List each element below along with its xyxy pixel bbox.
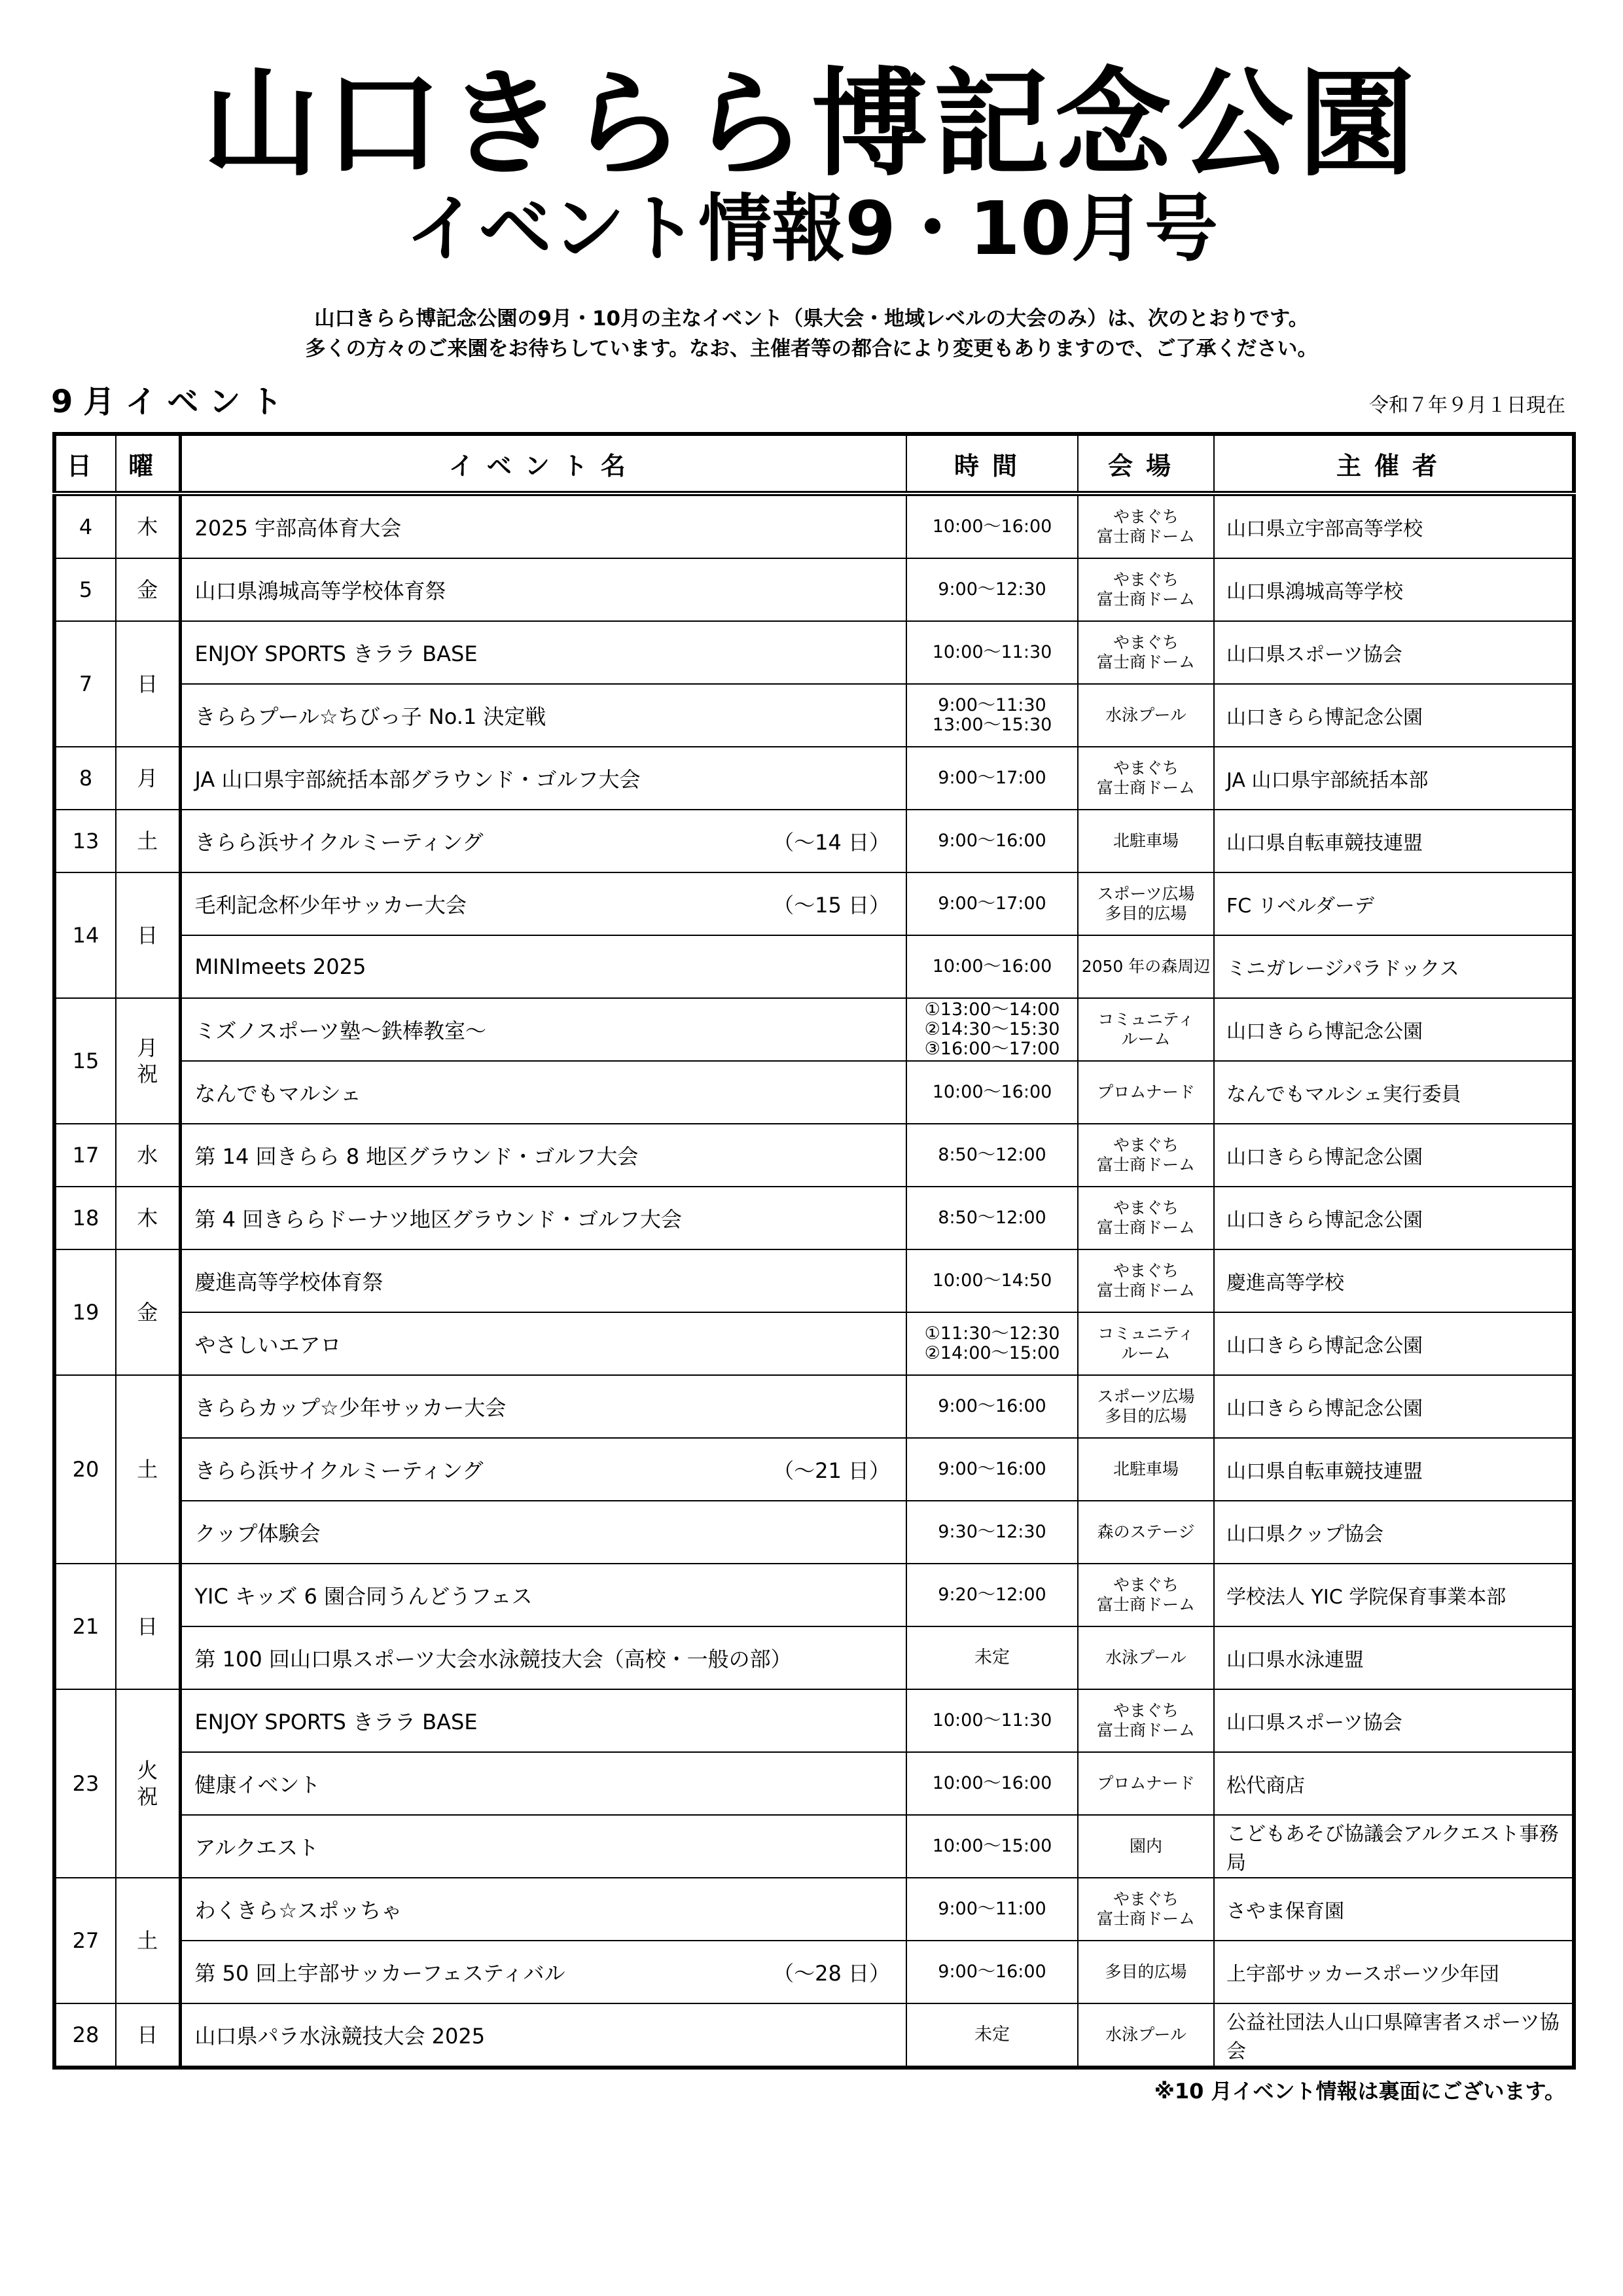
day-cell: 17 [54, 1124, 116, 1187]
time-line: ①13:00～14:00 [924, 999, 1060, 1020]
time-cell [906, 872, 1078, 935]
venue-line: 富士商ドーム [1096, 1595, 1195, 1614]
section-title: 9月イベント [51, 384, 293, 420]
day-cell: 4 [54, 493, 116, 558]
event-table-body [54, 493, 1574, 2068]
header-venue: 会場 [1078, 434, 1214, 493]
time-cell [906, 1815, 1078, 1878]
venue-cell [1078, 621, 1214, 684]
venue-line: 富士商ドーム [1096, 778, 1195, 797]
time-cell [906, 1249, 1078, 1312]
venue-cell [1078, 747, 1214, 810]
time-cell [906, 1564, 1078, 1626]
venue-cell [1078, 1124, 1214, 1187]
table-row [54, 1689, 1574, 1752]
event-name-cell [180, 2003, 906, 2068]
venue-line: 多目的広場 [1105, 1962, 1187, 1981]
event-name-cell [180, 558, 906, 621]
table-row [54, 1815, 1574, 1878]
event-name: YIC キッズ 6 園合同うんどうフェス [194, 1584, 533, 1609]
venue-cell [1078, 935, 1214, 998]
event-name-cell [180, 1815, 906, 1878]
weekday-cell [116, 493, 180, 558]
time-line: 13:00～15:30 [932, 715, 1052, 735]
venue-line: 多目的広場 [1105, 1407, 1187, 1426]
day-cell: 27 [54, 1878, 116, 2003]
event-name: 第 100 回山口県スポーツ大会水泳競技大会（高校・一般の部） [194, 1647, 792, 1672]
weekday-label: 日 [137, 1614, 158, 1639]
time-line: 8:50～12:00 [938, 1208, 1046, 1228]
day-cell: 7 [54, 621, 116, 747]
table-row [54, 493, 1574, 558]
table-row [54, 810, 1574, 872]
weekday-cell [116, 1564, 180, 1689]
table-row [54, 747, 1574, 810]
time-line: 9:00～16:00 [938, 1396, 1046, 1416]
event-name: きらら浜サイクルミーティング [194, 1458, 484, 1483]
table-row [54, 1187, 1574, 1249]
organizer-cell: JA 山口県宇部統括本部 [1214, 747, 1574, 810]
event-name: ENJOY SPORTS きララ BASE [194, 641, 478, 666]
day-cell: 8 [54, 747, 116, 810]
organizer-cell: こどもあそび協議会アルクエスト事務局 [1214, 1815, 1574, 1878]
weekday-label: 日 [137, 2022, 158, 2047]
table-row [54, 1061, 1574, 1124]
organizer-cell: 山口県鴻城高等学校 [1214, 558, 1574, 621]
event-name: クップ体験会 [194, 1521, 321, 1546]
day-cell: 20 [54, 1375, 116, 1564]
event-name-cell [180, 747, 906, 810]
event-name: MINImeets 2025 [194, 954, 366, 979]
weekday-label: 木 [137, 1206, 158, 1230]
venue-cell [1078, 1312, 1214, 1375]
venue-line: 水泳プール [1105, 706, 1186, 725]
event-name: きらら浜サイクルミーティング [194, 830, 484, 855]
venue-cell [1078, 1249, 1214, 1312]
time-line: 10:00～11:30 [932, 1710, 1052, 1731]
event-name-cell [180, 1375, 906, 1438]
event-name-cell [180, 621, 906, 684]
table-row [54, 1626, 1574, 1689]
time-cell [906, 1061, 1078, 1124]
venue-cell [1078, 1626, 1214, 1689]
venue-line: やまぐち [1113, 1701, 1179, 1720]
organizer-cell: FC リベルダーデ [1214, 872, 1574, 935]
weekday-label: 水 [137, 1143, 158, 1168]
time-cell [906, 493, 1078, 558]
organizer-cell: 山口きらら博記念公園 [1214, 1124, 1574, 1187]
event-name: 2025 宇部高体育大会 [194, 516, 402, 541]
venue-line: 富士商ドーム [1096, 1155, 1195, 1174]
organizer-cell: 山口県自転車競技連盟 [1214, 1438, 1574, 1501]
organizer-cell: 山口県スポーツ協会 [1214, 621, 1574, 684]
venue-line: スポーツ広場 [1097, 1387, 1195, 1406]
event-name-cell [180, 810, 906, 872]
organizer-cell: 山口県立宇部高等学校 [1214, 493, 1574, 558]
time-line: 10:00～11:30 [932, 642, 1052, 662]
venue-line: やまぐち [1113, 1575, 1179, 1594]
weekday-label: 祝 [137, 1062, 158, 1086]
venue-line: 富士商ドーム [1096, 1721, 1195, 1740]
weekday-cell [116, 1249, 180, 1375]
weekday-label: 木 [137, 514, 158, 539]
venue-line: 水泳プール [1105, 2025, 1186, 2044]
venue-line: 北駐車場 [1113, 1460, 1179, 1479]
organizer-cell: 山口きらら博記念公園 [1214, 1375, 1574, 1438]
venue-cell [1078, 1061, 1214, 1124]
footnote: ※10 月イベント情報は裏面にございます。 [1154, 2079, 1565, 2104]
organizer-cell: 学校法人 YIC 学院保育事業本部 [1214, 1564, 1574, 1626]
time-cell [906, 1941, 1078, 2003]
event-name-cell [180, 935, 906, 998]
time-line: 9:00～11:00 [938, 1899, 1046, 1919]
venue-cell [1078, 1501, 1214, 1564]
day-cell: 14 [54, 872, 116, 998]
table-row [54, 1752, 1574, 1815]
venue-cell [1078, 2003, 1214, 2068]
weekday-label: 日 [137, 672, 158, 696]
time-cell [906, 935, 1078, 998]
time-line: 9:00～17:00 [938, 893, 1046, 914]
event-date-range: （～15 日） [773, 893, 890, 918]
header-day: 日 [54, 434, 116, 493]
venue-cell [1078, 558, 1214, 621]
venue-line: 森のステージ [1097, 1522, 1195, 1541]
event-table [52, 432, 1576, 2070]
organizer-cell: 山口きらら博記念公園 [1214, 1312, 1574, 1375]
weekday-cell [116, 621, 180, 747]
weekday-cell [116, 1187, 180, 1249]
organizer-cell: さやま保育園 [1214, 1878, 1574, 1941]
table-row [54, 1249, 1574, 1312]
time-line: 未定 [974, 1647, 1010, 1668]
event-date-range: （～21 日） [773, 1458, 890, 1483]
event-name-cell [180, 1626, 906, 1689]
venue-line: コミュニティ [1097, 1324, 1194, 1343]
event-name: アルクエスト [194, 1835, 319, 1860]
time-line: 10:00～16:00 [932, 516, 1052, 537]
table-row [54, 1564, 1574, 1626]
event-name-cell [180, 1187, 906, 1249]
table-header-row [54, 434, 1574, 493]
venue-line: 水泳プール [1105, 1648, 1186, 1667]
event-name: きららカップ☆少年サッカー大会 [194, 1395, 507, 1420]
weekday-label: 土 [137, 829, 158, 853]
venue-line: 2050 年の森周辺 [1081, 957, 1211, 976]
venue-cell [1078, 1815, 1214, 1878]
organizer-cell: 上宇部サッカースポーツ少年団 [1214, 1941, 1574, 2003]
venue-cell [1078, 493, 1214, 558]
table-row [54, 1438, 1574, 1501]
time-line: 9:00～17:00 [938, 768, 1046, 788]
table-row [54, 1312, 1574, 1375]
organizer-cell: 山口県スポーツ協会 [1214, 1689, 1574, 1752]
venue-line: 北駐車場 [1113, 831, 1179, 850]
venue-cell [1078, 1752, 1214, 1815]
event-name: 健康イベント [194, 1772, 321, 1797]
weekday-label: 日 [137, 923, 158, 948]
venue-cell [1078, 810, 1214, 872]
table-row [54, 1124, 1574, 1187]
time-line: ②14:00～15:00 [924, 1343, 1060, 1363]
event-name-cell [180, 1124, 906, 1187]
event-name-cell [180, 684, 906, 747]
day-cell: 13 [54, 810, 116, 872]
event-name: ENJOY SPORTS きララ BASE [194, 1710, 478, 1734]
event-name-cell [180, 493, 906, 558]
time-cell [906, 684, 1078, 747]
time-cell [906, 1375, 1078, 1438]
venue-line: やまぐち [1113, 570, 1179, 589]
table-row [54, 1501, 1574, 1564]
organizer-cell: なんでもマルシェ実行委員 [1214, 1061, 1574, 1124]
event-name-cell [180, 1061, 906, 1124]
time-line: ②14:30～15:30 [924, 1019, 1060, 1039]
weekday-cell [116, 1878, 180, 2003]
table-row [54, 1375, 1574, 1438]
intro-line-1: 山口きらら博記念公園の9月・10月の主なイベント（県大会・地域レベルの大会のみ）は、次のとおりです。 [314, 307, 1309, 331]
venue-cell [1078, 1438, 1214, 1501]
time-line: ③16:00～17:00 [924, 1039, 1060, 1059]
day-cell: 28 [54, 2003, 116, 2068]
weekday-cell [116, 1124, 180, 1187]
venue-line: 富士商ドーム [1096, 653, 1195, 672]
time-line: 9:00～12:30 [938, 579, 1046, 600]
venue-cell [1078, 998, 1214, 1061]
weekday-cell [116, 810, 180, 872]
time-cell [906, 558, 1078, 621]
header-time: 時間 [906, 434, 1078, 493]
event-name-cell [180, 1312, 906, 1375]
table-row [54, 1878, 1574, 1941]
day-cell: 21 [54, 1564, 116, 1689]
event-name-cell [180, 1752, 906, 1815]
event-name-cell [180, 1438, 906, 1501]
weekday-label: 月 [137, 1035, 158, 1060]
venue-line: 多目的広場 [1105, 904, 1187, 923]
organizer-cell: 松代商店 [1214, 1752, 1574, 1815]
organizer-cell: 山口県自転車競技連盟 [1214, 810, 1574, 872]
event-name: JA 山口県宇部統括本部グラウンド・ゴルフ大会 [194, 767, 641, 792]
venue-cell [1078, 1564, 1214, 1626]
time-line: 10:00～14:50 [932, 1270, 1052, 1291]
event-name: やさしいエアロ [194, 1333, 342, 1357]
organizer-cell: 山口きらら博記念公園 [1214, 684, 1574, 747]
table-row [54, 684, 1574, 747]
time-cell [906, 998, 1078, 1061]
weekday-label: 火 [137, 1758, 158, 1783]
as-of-date: 令和７年９月１日現在 [1369, 394, 1565, 417]
day-cell: 18 [54, 1187, 116, 1249]
time-cell [906, 1878, 1078, 1941]
header-dow: 曜 [116, 434, 180, 493]
time-cell [906, 1187, 1078, 1249]
time-line: 9:00～16:00 [938, 1962, 1046, 1982]
event-name: 慶進高等学校体育祭 [194, 1270, 383, 1295]
time-line: 9:00～16:00 [938, 831, 1046, 851]
venue-line: 富士商ドーム [1096, 590, 1195, 609]
weekday-cell [116, 1689, 180, 1878]
venue-line: 富士商ドーム [1096, 1218, 1195, 1237]
time-line: 8:50～12:00 [938, 1145, 1046, 1165]
day-cell: 5 [54, 558, 116, 621]
time-cell [906, 1312, 1078, 1375]
intro-text [0, 304, 1623, 364]
time-line: ①11:30～12:30 [924, 1323, 1060, 1344]
time-line: 9:00～11:30 [938, 695, 1046, 715]
venue-line: やまぐち [1113, 1890, 1179, 1909]
organizer-cell: 山口きらら博記念公園 [1214, 1187, 1574, 1249]
event-name: 第 14 回きらら 8 地区グラウンド・ゴルフ大会 [194, 1144, 639, 1169]
time-line: 9:20～12:00 [938, 1585, 1046, 1605]
day-cell: 19 [54, 1249, 116, 1375]
weekday-cell [116, 1375, 180, 1564]
event-name: 第 4 回きららドーナツ地区グラウンド・ゴルフ大会 [194, 1207, 682, 1232]
page-subtitle: イベント情報9・10月号 [405, 187, 1218, 272]
weekday-label: 月 [137, 766, 158, 791]
event-name-cell [180, 1501, 906, 1564]
event-name: 第 50 回上宇部サッカーフェスティバル [194, 1961, 565, 1986]
venue-line: 富士商ドーム [1096, 1909, 1195, 1928]
table-row [54, 1941, 1574, 2003]
weekday-cell [116, 2003, 180, 2068]
organizer-cell: ミニガレージパラドックス [1214, 935, 1574, 998]
time-cell [906, 1689, 1078, 1752]
event-name: 毛利記念杯少年サッカー大会 [194, 893, 467, 918]
table-row [54, 935, 1574, 998]
venue-cell [1078, 1375, 1214, 1438]
organizer-cell: 山口きらら博記念公園 [1214, 998, 1574, 1061]
venue-line: やまぐち [1113, 1261, 1179, 1280]
time-cell [906, 1124, 1078, 1187]
time-line: 10:00～16:00 [932, 1773, 1052, 1793]
weekday-label: 祝 [137, 1784, 158, 1809]
event-name: きららプール☆ちびっ子 No.1 決定戦 [194, 704, 546, 729]
time-line: 10:00～15:00 [932, 1836, 1052, 1856]
table-row [54, 621, 1574, 684]
weekday-cell [116, 872, 180, 998]
event-name: わくきら☆スポッちゃ [194, 1898, 402, 1923]
weekday-label: 土 [137, 1457, 158, 1482]
time-cell [906, 1626, 1078, 1689]
time-line: 10:00～16:00 [932, 956, 1052, 977]
venue-line: ルーム [1121, 1344, 1171, 1363]
venue-line: やまぐち [1113, 759, 1179, 778]
time-cell [906, 1438, 1078, 1501]
venue-line: 富士商ドーム [1096, 1281, 1195, 1300]
weekday-cell [116, 558, 180, 621]
event-date-range: （～14 日） [773, 830, 890, 855]
organizer-cell: 山口県クップ協会 [1214, 1501, 1574, 1564]
event-date-range: （～28 日） [773, 1961, 890, 1986]
table-row [54, 998, 1574, 1061]
time-line: 未定 [974, 2024, 1010, 2045]
header-event: イベント名 [180, 434, 906, 493]
venue-line: 富士商ドーム [1096, 527, 1195, 546]
venue-line: ルーム [1121, 1030, 1171, 1049]
event-name-cell [180, 1249, 906, 1312]
organizer-cell: 慶進高等学校 [1214, 1249, 1574, 1312]
table-row [54, 558, 1574, 621]
time-cell [906, 747, 1078, 810]
venue-cell [1078, 684, 1214, 747]
venue-cell [1078, 1878, 1214, 1941]
organizer-cell: 山口県水泳連盟 [1214, 1626, 1574, 1689]
venue-line: 園内 [1129, 1837, 1162, 1856]
time-line: 9:00～16:00 [938, 1459, 1046, 1479]
event-name: 山口県鴻城高等学校体育祭 [194, 579, 446, 603]
table-row [54, 2003, 1574, 2068]
weekday-label: 金 [137, 577, 158, 602]
event-name-cell [180, 1941, 906, 2003]
venue-line: プロムナード [1097, 1774, 1195, 1793]
venue-line: スポーツ広場 [1097, 884, 1195, 903]
event-name: ミズノスポーツ塾～鉄棒教室～ [194, 1018, 486, 1043]
venue-line: やまぐち [1113, 1198, 1179, 1217]
event-name-cell [180, 998, 906, 1061]
venue-line: やまぐち [1113, 633, 1179, 652]
venue-line: プロムナード [1097, 1083, 1195, 1102]
event-name-cell [180, 872, 906, 935]
venue-line: コミュニティ [1097, 1010, 1194, 1029]
weekday-label: 土 [137, 1928, 158, 1953]
day-cell: 15 [54, 998, 116, 1124]
event-name: なんでもマルシェ [194, 1081, 362, 1106]
time-cell [906, 1752, 1078, 1815]
event-name-cell [180, 1878, 906, 1941]
time-line: 9:30～12:30 [938, 1522, 1046, 1542]
event-name: 山口県パラ水泳競技大会 2025 [194, 2024, 486, 2049]
time-cell [906, 810, 1078, 872]
venue-cell [1078, 1689, 1214, 1752]
day-cell: 23 [54, 1689, 116, 1878]
venue-line: やまぐち [1113, 507, 1179, 526]
time-cell [906, 621, 1078, 684]
header-organizer: 主催者 [1214, 434, 1574, 493]
weekday-cell [116, 998, 180, 1124]
event-name-cell [180, 1564, 906, 1626]
page-title: 山口きらら博記念公園 [203, 56, 1420, 192]
time-cell [906, 2003, 1078, 2068]
weekday-cell [116, 747, 180, 810]
weekday-label: 金 [137, 1300, 158, 1325]
intro-line-2: 多くの方々のご来園をお待ちしています。なお、主催者等の都合により変更もありますので、ご了承ください。 [305, 337, 1318, 361]
event-name-cell [180, 1689, 906, 1752]
venue-cell [1078, 1187, 1214, 1249]
venue-cell [1078, 1941, 1214, 2003]
time-cell [906, 1501, 1078, 1564]
venue-cell [1078, 872, 1214, 935]
organizer-cell: 公益社団法人山口県障害者スポーツ協会 [1214, 2003, 1574, 2068]
table-row [54, 872, 1574, 935]
time-line: 10:00～16:00 [932, 1082, 1052, 1102]
venue-line: やまぐち [1113, 1136, 1179, 1155]
